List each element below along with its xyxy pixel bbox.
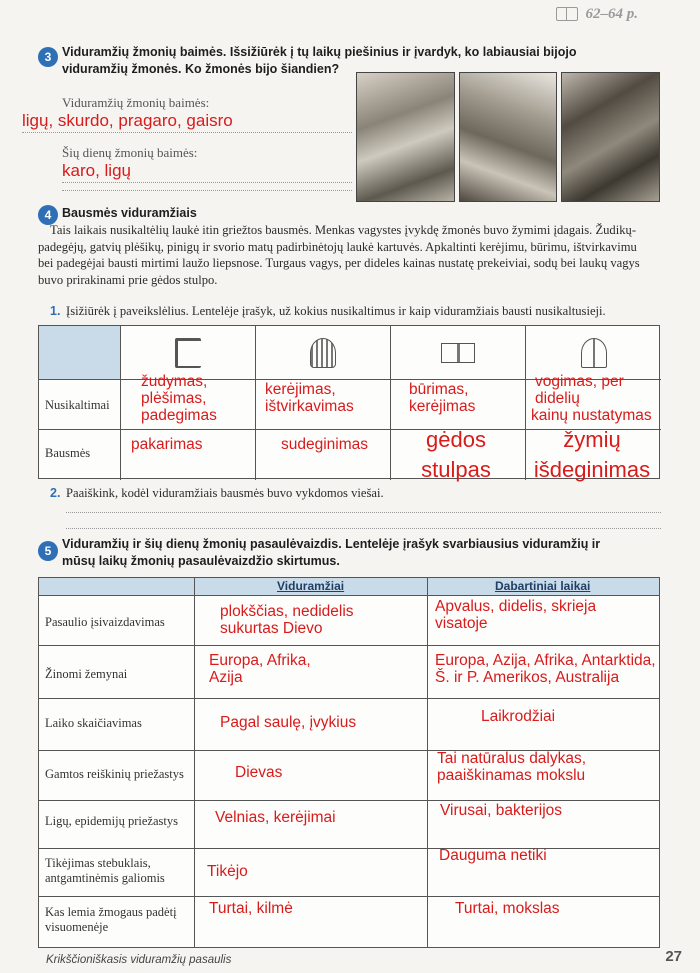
task-4-title: Bausmės viduramžiais [62,206,197,220]
gallows-icon [175,338,201,368]
crime-answer-gallows[interactable] [141,373,217,424]
divider [39,848,659,849]
crime-answer-branding[interactable] [531,373,652,424]
pillory-icon [441,343,475,363]
medieval-nature-causes[interactable]: Dievas [235,764,283,781]
medieval-fears-label: Viduramžių žmonių baimės: [62,95,210,110]
row-label-continents: Žinomi žemynai [45,667,128,681]
today-fears-answer[interactable]: karo, ligų [62,160,352,183]
task-5-title-line-2: mūsų laikų žmonių pasaulėvaizdžio skirtumus. [62,554,340,568]
row-label-disease-causes: Ligų, epidemijų priežastys [45,814,178,828]
today-fears-label: Šių dienų žmonių baimės: [62,145,198,160]
row-label-punishments: Bausmės [45,446,91,460]
modern-continents[interactable] [435,652,656,686]
answer-line: sukurtas Dievo [220,620,323,637]
answer-line: žudymas, [141,373,208,390]
answer-line: plėšimas, [141,390,207,407]
punishment-answer-pillory[interactable] [401,425,511,485]
row-label-world-view: Pasaulio įsivaizdavimas [45,615,165,629]
worldview-table [38,577,660,948]
illustration-fire [459,72,558,202]
answer-line: padegimas [141,407,217,424]
picture-cell-pillory [391,326,526,380]
row-label-crimes: Nusikaltimai [45,398,110,412]
paragraph-line: padegėjų, gatvių plėšikų, pinigų ir svorio matų padirbinėtojų laukė kartuvės. Apkaltinti kerėjimu, būrimu, ištvirkavimu [38,239,637,254]
picture-cell-gallows [121,326,256,380]
answer-line: Europa, Afrika, [209,652,311,669]
task-3-title-line-2: viduramžių žmonės. Ko žmonės bijo šiandien? [62,62,340,76]
crime-answer-pillory[interactable] [409,381,475,415]
task-4-paragraph [38,222,663,288]
label-line: visuomenėje [45,920,109,934]
crime-answer-fire[interactable] [265,381,354,415]
column-header-modern: Dabartiniai laikai [495,579,591,593]
divider [39,595,659,596]
divider [39,896,659,897]
answer-line: Europa, Azija, Afrika, Antarktida, [435,652,656,669]
page-reference: 62–64 p. [585,6,638,22]
question-1-text: Įsižiūrėk į paveikslėlius. Lentelėje įrašyk, už kokius nusikaltimus ir kaip viduramžiais bausti nusikaltusieji. [66,304,606,318]
medieval-world-view[interactable] [220,603,354,637]
question-2-text: Paaiškink, kodėl viduramžiais bausmės buvo vykdomos viešai. [66,486,384,500]
label-line: Tikėjimas stebuklais, [45,856,151,870]
answer-line: gėdos [426,427,486,452]
modern-miracles[interactable]: Dauguma netiki [439,847,547,864]
row-label-time-keeping: Laiko skaičiavimas [45,716,142,730]
picture-cell-fire [256,326,391,380]
illustration-hell [561,72,660,202]
divider [427,578,428,947]
answer-line: paaiškinamas mokslu [437,767,586,784]
book-icon [556,7,578,21]
row-label-nature-causes: Gamtos reiškinių priežastys [45,767,184,781]
picture-cell-branding [526,326,661,380]
punishments-table [38,325,660,482]
modern-time-keeping[interactable]: Laikrodžiai [481,708,556,725]
fire-icon [310,338,336,368]
answer-line: Azija [209,669,243,686]
answer-line: būrimas, [409,381,469,398]
divider [39,698,659,699]
footer-chapter-title: Krikščioniškasis viduramžių pasaulis [46,954,232,966]
medieval-time-keeping[interactable]: Pagal saulę, įvykius [220,714,357,731]
task-4-badge: 4 [38,205,58,225]
row-label-social-status [45,905,177,935]
answer-line: visatoje [435,615,488,632]
medieval-disease-causes[interactable]: Velnias, kerėjimai [215,809,336,826]
answer-line: stulpas [421,457,491,482]
answer-line: vogimas, per [535,373,624,390]
question-2-number: 2. [50,486,61,500]
table-corner [39,326,121,380]
answer-line: Apvalus, didelis, skrieja [435,598,597,615]
answer-line: didelių [535,390,580,407]
answer-line: žymių [563,427,621,452]
modern-social-status[interactable]: Turtai, mokslas [455,900,560,917]
answer-line: plokščias, nedidelis [220,603,354,620]
modern-world-view[interactable] [435,598,596,632]
answer-line: išdeginimas [533,457,651,482]
label-line: antgamtinėmis galiomis [45,871,165,885]
modern-disease-causes[interactable]: Virusai, bakterijos [440,802,563,819]
row-label-miracles [45,856,165,886]
task-3-title-line-1: Viduramžių žmonių baimės. Išsižiūrėk į tų laikų piešinius ir įvardyk, ko labiausiai bijojo [62,45,577,59]
medieval-social-status[interactable]: Turtai, kilmė [209,900,293,917]
medieval-fears-illustrations [356,72,660,202]
column-header-medieval: Viduramžiai [277,579,345,593]
medieval-miracles[interactable]: Tikėjo [207,863,248,880]
answer-line: kainų nustatymas [531,407,652,424]
punishment-answer-branding[interactable] [517,425,667,485]
punishment-answer-gallows[interactable]: pakarimas [131,436,203,453]
task-5-badge: 5 [38,541,58,561]
answer-line: Š. ir P. Amerikos, Australija [435,669,620,686]
answer-line[interactable] [66,512,661,513]
punishment-answer-fire[interactable]: sudeginimas [281,436,369,453]
task-3-badge: 3 [38,47,58,67]
task-5-title [62,536,662,570]
divider [194,578,195,947]
medieval-fears-answer[interactable]: ligų, skurdo, pragaro, gaisro [22,110,352,133]
answer-line [62,190,352,191]
question-1-number: 1. [50,304,61,318]
answer-line: kerėjimas, [265,381,336,398]
branding-icon [581,338,607,368]
paragraph-line: bei padegėjai bausti mirtimi laužo liepsnose. Turgaus vagys, per dideles kainas nustatę prekeiviai, sodų bei laukų vagys [38,256,640,270]
page-number: 27 [665,948,682,965]
answer-line[interactable] [66,528,661,529]
answer-line: ištvirkavimas [265,398,354,415]
medieval-continents[interactable] [209,652,311,686]
modern-nature-causes[interactable] [437,750,586,784]
paragraph-line: buvo prirakinami prie gėdos stulpo. [38,272,218,287]
answer-line: Tai natūralus dalykas, [437,750,587,767]
paragraph-line: Tais laikais nusikaltėlių laukė itin griežtos bausmės. Menkas vagystes įvykdę žmonės buvo žymimi įdagais. Žudikų- [50,223,637,237]
answer-line: kerėjimas [409,398,476,415]
divider [39,800,659,801]
task-5-title-line-1: Viduramžių ir šių dienų žmonių pasaulėvaizdis. Lentelėje įrašyk svarbiausius viduramžių ir [62,537,601,551]
label-line: Kas lemia žmogaus padėtį [45,905,177,919]
divider [39,645,659,646]
illustration-sickbed [356,72,455,202]
